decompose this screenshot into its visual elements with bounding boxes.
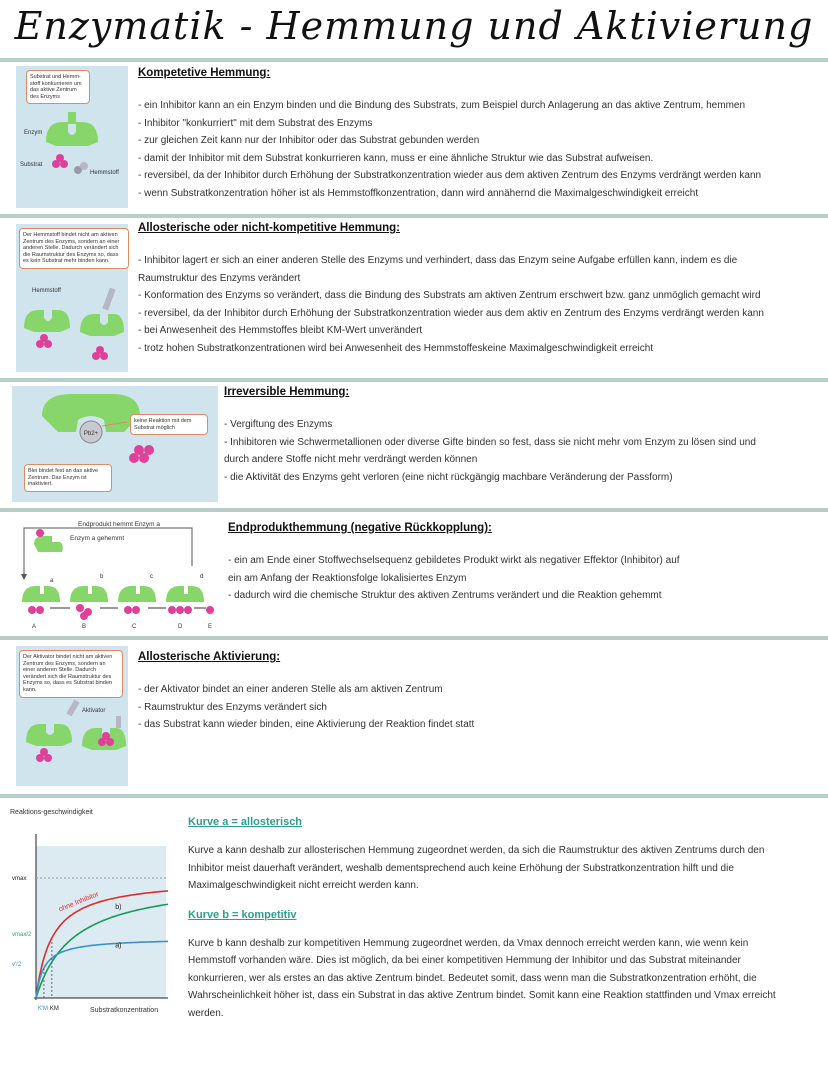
substance-label-c: C xyxy=(132,624,137,630)
competitive-note: Substrat und Hemm-stoff konkurrieren um das aktive Zentrum des Enzyms xyxy=(26,70,90,104)
divider xyxy=(0,636,828,640)
activation-enzyme-icon xyxy=(16,646,128,786)
inhibitor-label: Hemmstoff xyxy=(32,288,61,294)
competitive-enzyme-icon xyxy=(16,66,128,208)
enzyme-label-a: a xyxy=(50,578,54,584)
enzyme-label-c: c xyxy=(150,574,153,580)
activation-note: Der Aktivator bindet nicht am aktiven Zentrum des Enzyms, sondern an einer anderen Stelle. Dadurch verändert sich die Raumstruktur des Enzyms so, dass es Substrat binden kann. xyxy=(19,650,123,698)
list-item: - wenn Substratkonzentration höher ist als Hemmstoffkonzentration, dann wird annähernd die Maximalgeschwindigkeit erreicht xyxy=(138,187,699,199)
x-tick-kprime-m: K'M xyxy=(37,1006,49,1012)
enzyme-label-b: b xyxy=(100,574,104,580)
kinetics-chart-svg xyxy=(8,802,184,1020)
activation-section xyxy=(138,651,818,734)
list-item: - der Aktivator bindet an einer anderen Stelle als am aktiven Zentrum xyxy=(138,684,443,695)
irreversible-heading: Irreversible Hemmung: xyxy=(224,386,350,398)
list-item: - Vergiftung des Enzyms xyxy=(224,419,333,430)
substrate-label: Substrat xyxy=(20,162,43,168)
list-item: - Inhibitoren wie Schwermetallionen oder diverse Gifte binden so fest, dass sie nicht mehr vom Enzym zu lösen sind und xyxy=(224,436,756,448)
y-tick-vmax: vmax xyxy=(12,876,27,882)
kinetics-chart xyxy=(8,802,184,1020)
list-item: - dadurch wird die chemische Struktur des aktiven Zentrums verändert und die Reaktion gehemmt xyxy=(228,590,662,601)
allosteric-figure xyxy=(16,224,128,372)
allosteric-section xyxy=(138,222,818,357)
list-item: - reversibel, da der Inhibitor durch Erhöhung der Substratkonzentration wieder aus dem aktiv en Zentrum des Enzyms verdrängt werden kann xyxy=(138,307,764,319)
curve-label-b: b) xyxy=(115,904,122,912)
list-item: - Raumstruktur des Enzyms verändert sich xyxy=(138,701,327,713)
enzyme-label: Enzym xyxy=(24,130,43,136)
curve-label-a: a) xyxy=(115,942,122,950)
list-item: - ein Inhibitor kann an ein Enzym binden und die Bindung des Substrats, zum Beispiel durch Anlagerung an das aktive Zentrum, hemmen xyxy=(138,100,746,111)
divider xyxy=(0,58,828,62)
pb-ion-label: Pb2+ xyxy=(83,431,99,437)
competitive-section xyxy=(138,67,818,202)
substance-label-e: E xyxy=(208,624,213,630)
list-item: durch andere Stoffe nicht mehr verdrängt werden können xyxy=(224,454,478,465)
list-item: - Konformation des Enzyms so verändert, dass die Bindung des Substrats am aktiven Zentrum erschwert bzw. ganz unmöglich gemacht wird xyxy=(138,290,761,301)
substance-label-b: B xyxy=(82,624,87,630)
endproduct-top-label: Endprodukt hemmt Enzym a xyxy=(78,521,161,528)
list-item: - das Substrat kann wieder binden, eine Aktivierung der Reaktion findet statt xyxy=(138,719,475,730)
activator-label: Aktivator xyxy=(82,708,106,714)
enzyme-label-d: d xyxy=(200,574,204,580)
competitive-figure xyxy=(16,66,128,208)
divider xyxy=(0,508,828,512)
x-tick-km: KM xyxy=(49,1006,59,1012)
list-item: - reversibel, da der Inhibitor durch Erhöhung der Substratkonzentration wieder aus dem aktiven Zentrum des Enzyms verdrängt werden kann xyxy=(138,170,762,181)
allosteric-enzyme-icon xyxy=(16,224,128,372)
chart-xlabel: Substratkonzentration xyxy=(90,1007,159,1014)
curve-a-text: Kurve a kann deshalb zur allosterischen Hemmung zugeordnet werden, da sich die Raumstruktur des aktiven Zentrums durch den Inhibitor meist dauerhaft verändert, weshalb dementsprechend auch keine Erhöhung der Substratkonzentration hilft und die Maximalgeschwindigkeit nicht erreicht werden kann. xyxy=(188,845,765,891)
curves-explanation xyxy=(188,816,788,1022)
feedback-pathway-icon xyxy=(10,516,220,630)
endproduct-figure xyxy=(10,516,220,630)
inhibitor-label: Hemmstoff xyxy=(90,170,119,176)
y-tick-vmax-half: vmax/2 xyxy=(12,932,32,938)
irreversible-note-2: Blei bindet fest an das aktive Zentrum. Das Enzym ist inaktiviert. xyxy=(24,464,112,492)
list-item: ein am Anfang der Reaktionsfolge lokalisiertes Enzym xyxy=(228,572,467,584)
chart-ylabel: Reaktions-geschwindigkeit xyxy=(10,809,93,816)
divider xyxy=(0,794,828,798)
list-item: - ein am Ende einer Stoffwechselsequenz gebildetes Produkt wirkt als negativer Effektor (Inhibitor) auf xyxy=(228,555,680,566)
irreversible-note-1: keine Reaktion mit dem Substrat möglich xyxy=(130,414,208,435)
list-item: - trotz hohen Substratkonzentrationen wird bei Anwesenheit des Hemmstoffeskeine Maximalgeschwindigkeit erreicht xyxy=(138,342,654,354)
curve-a-heading: Kurve a = allosterisch xyxy=(188,816,303,828)
list-item: - bei Anwesenheit des Hemmstoffes bleibt KM-Wert unverändert xyxy=(138,325,423,336)
irreversible-section xyxy=(224,386,820,486)
competitive-heading: Kompetetive Hemmung: xyxy=(138,67,271,79)
substance-label-a: A xyxy=(32,624,37,630)
allosteric-heading: Allosterische oder nicht-kompetitive Hemmung: xyxy=(138,222,400,234)
list-item: Raumstruktur des Enzyms verändert xyxy=(138,272,301,284)
list-item: - Inhibitor lagert er sich an einer anderen Stelle des Enzyms und verhindert, dass das Enzym seine Aufgabe erfüllen kann, indem es die xyxy=(138,255,738,266)
allosteric-note: Der Hemmstoff bindet nicht am aktiven Zentrum des Enzyms, sondern an einer anderen Stelle. Dadurch verändert sich die Raumstruktur des Enzyms so, dass es kein Substrat mehr binden kann. xyxy=(19,228,129,269)
substance-label-d: D xyxy=(178,624,183,630)
y-tick-vprime-half: v'/2 xyxy=(12,962,22,968)
curve-b-text: Kurve b kann deshalb zur kompetitiven Hemmung zugeordnet werden, da Vmax dennoch erreicht werden kann, wie wenn kein Hemmstoff vorhanden wäre. Dies ist möglich, da bei einer kompetitiven Hemmung der Inhibitor und das Substrat miteinander konkurrieren, wer als erstes an das aktive Zentrum bindet. Bedeutet somit, dass wenn man die Substratkonzentration erhöht, die Wahrscheinlichkeit höher ist, dass ein Substrat in das aktive Zentrum bindet. Somit kann eine Reaktion stattfinden und Vmax erreicht werden. xyxy=(188,937,776,1019)
curve-b-heading: Kurve b = kompetitiv xyxy=(188,908,297,921)
activation-heading: Allosterische Aktivierung: xyxy=(138,651,281,663)
endproduct-heading: Endprodukthemmung (negative Rückkopplung): xyxy=(228,522,492,534)
list-item: - zur gleichen Zeit kann nur der Inhibitor oder das Substrat gebunden werden xyxy=(138,135,480,146)
list-item: - die Aktivität des Enzyms geht verloren (eine nicht rückgängig machbare Veränderung der Passform) xyxy=(224,471,673,483)
divider xyxy=(0,214,828,218)
list-item: - damit der Inhibitor mit dem Substrat konkurrieren kann, muss er eine ähnliche Struktur wie das Substrat aufweisen. xyxy=(138,152,654,164)
irreversible-figure xyxy=(12,386,218,502)
page-title: Enzymatik - Hemmung und Aktivierung xyxy=(14,4,814,48)
endproduct-section xyxy=(228,522,820,605)
activation-figure xyxy=(16,646,128,786)
divider xyxy=(0,378,828,382)
list-item: - Inhibitor "konkurriert" mit dem Substrat des Enzyms xyxy=(138,117,373,129)
enzyme-inhibited-label: Enzym a gehemmt xyxy=(70,535,125,542)
curve-label-ohne-inhibitor: ohne Inhibitor xyxy=(57,891,100,914)
